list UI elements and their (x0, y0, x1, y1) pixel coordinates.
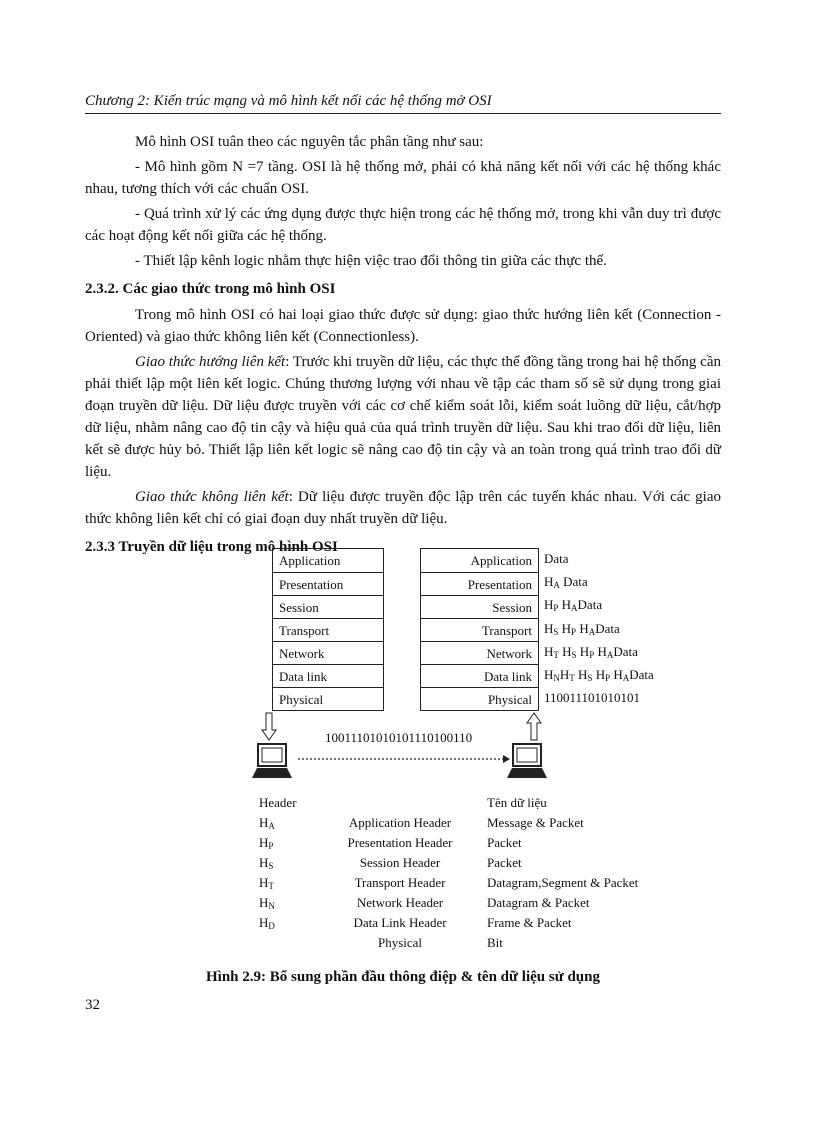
paragraph: Trong mô hình OSI có hai loại giao thức được sử dụng: giao thức hướng liên kết (Connection - Oriented) và giao thức không liên kết (Connectionless). (85, 307, 721, 345)
figure-caption: Hình 2.9: Bổ sung phần đầu thông điệp & tên dữ liệu sử dụng (206, 969, 600, 985)
layer-cell: Application (470, 553, 532, 568)
term: Giao thức không liên kết (135, 489, 289, 505)
layer-cell: Presentation (421, 572, 538, 595)
encap-label: 110011101010101 (544, 690, 641, 705)
paragraph: - Mô hình gồm N =7 tầng. OSI là hệ thống mở, phải có khả năng kết nối với các hệ thống khác nhau, tương thích với các chuẩn OSI. (85, 159, 721, 197)
table-cell-abbr: $H_A$ (259, 815, 275, 831)
running-header: Chương 2: Kiến trúc mạng và mô hình kết nối các hệ thống mở OSI (85, 93, 721, 114)
section-heading: 2.3.2. Các giao thức trong mô hình OSI (85, 281, 336, 297)
table-cell-abbr: $H_S$ (259, 855, 274, 871)
table-cell-name: Frame & Packet (487, 915, 572, 930)
table-cell-name: Datagram,Segment & Packet (487, 875, 639, 890)
paragraph: - Quá trình xử lý các ứng dụng được thực hiện trong các hệ thống mở, trong khi vẫn duy trì được các hoạt động kết nối giữa các hệ thống. (85, 206, 721, 244)
paragraph-text: : Dữ liệu được truyền độc lập trên các tuyến khác nhau. Với các giao thức không liên kết chỉ có giai đoạn duy nhất truyền dữ liệu. (85, 489, 722, 527)
layer-cell: Session (421, 595, 538, 618)
wire-bits-label: 10011101010101110100110 (325, 730, 473, 745)
encap-label: Data (544, 551, 569, 566)
table-cell-header: Transport Header (354, 875, 446, 890)
table-cell-name: Packet (487, 835, 522, 850)
table-heading-header: Header (259, 795, 297, 810)
encap-label: $H_P$ $H_AData$ (544, 597, 603, 613)
term: Giao thức hướng liên kết (135, 354, 286, 370)
table-cell-header: Presentation Header (347, 835, 453, 850)
section-heading: 2.3.3 Truyền dữ liệu trong mô hình OSI (85, 539, 338, 555)
table-cell-abbr: $H_T$ (259, 875, 274, 891)
table-cell-name: Message & Packet (487, 815, 584, 830)
paragraph: Mô hình OSI tuân theo các nguyên tắc phân tầng như sau: (135, 134, 484, 150)
encap-label: $H_NH_T$ $H_S$ $H_P$ $H_AData$ (544, 667, 654, 683)
up-arrow-icon (527, 713, 541, 740)
layer-cell: Physical (273, 687, 383, 710)
table-cell-header: Data Link Header (353, 915, 447, 930)
layer-cell: Network (421, 641, 538, 664)
table-cell-name: Datagram & Packet (487, 895, 590, 910)
laptop-icon (252, 744, 292, 778)
paragraph: - Thiết lập kênh logic nhằm thực hiện việc trao đổi thông tin giữa các thực thể. (135, 253, 607, 269)
encap-label: $H_A$ Data (544, 574, 588, 590)
layer-cell: Data link (421, 664, 538, 687)
layer-cell: Transport (273, 618, 383, 641)
table-cell-abbr: $H_N$ (259, 895, 275, 911)
table-cell-abbr: $H_D$ (259, 915, 275, 931)
encap-label: $H_T$ $H_S$ $H_P$ $H_AData$ (544, 644, 638, 660)
down-arrow-icon (262, 713, 276, 740)
table-cell-header: Physical (377, 935, 423, 950)
layer-cell: Presentation (273, 572, 383, 595)
layer-cell: Physical (421, 687, 538, 710)
paragraph-text: : Trước khi truyền dữ liệu, các thực thể đồng tầng trong hai hệ thống cần phải thiết lập một liên kết logic. Chúng thương lượng với nhau về tập các tham số sẽ sử dụng trong giai đoạn truyền dữ liệu. Dữ liệu được truyền với các cơ chế kiểm soát lỗi, kiểm soát luồng dữ liệu, cắt/hợp dữ liệu, nhằm nâng cao độ tin cậy và hiệu quả của quá trình truyền dữ liệu. Sau khi trao đổi dữ liệu, liên kết sẽ được hủy bỏ. Thiết lập liên kết logic sẽ nâng cao độ tin cậy và an toàn trong quá trình trao đổi dữ liệu. (85, 354, 721, 480)
table-heading-name: Tên dữ liệu (487, 795, 547, 810)
layer-cell: Transport (421, 618, 538, 641)
laptop-icon (507, 744, 547, 778)
layer-cell: Network (273, 641, 383, 664)
table-cell-name: Bit (487, 935, 503, 950)
table-cell-header: Session Header (359, 855, 441, 870)
arrowhead-icon (503, 755, 510, 763)
table-cell-name: Packet (487, 855, 522, 870)
layer-cell: Application (279, 553, 341, 568)
layer-cell: Data link (273, 664, 383, 687)
table-cell-header: Application Header (348, 815, 452, 830)
table-cell-abbr: $H_P$ (259, 835, 274, 851)
page-number: 32 (85, 997, 100, 1013)
table-cell-header: Network Header (356, 895, 444, 910)
layer-cell: Session (273, 595, 383, 618)
encap-label: $H_S$ $H_P$ $H_AData$ (544, 621, 620, 637)
